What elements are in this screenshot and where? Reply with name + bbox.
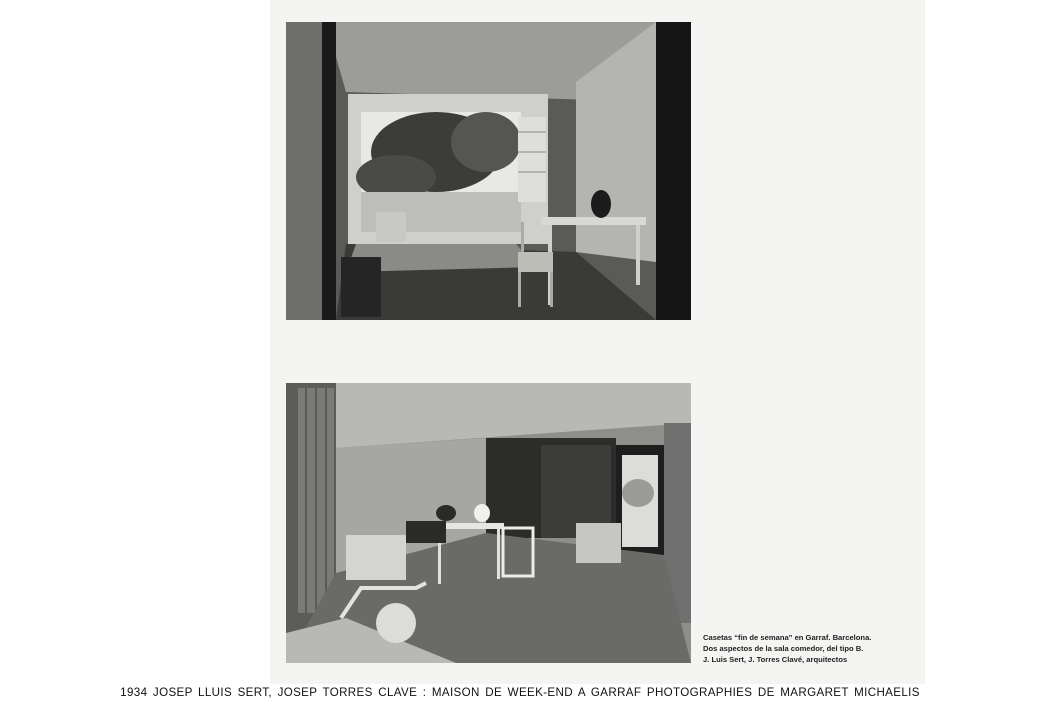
caption-line-2: Dos aspectos de la sala comedor, del tipo B. (703, 644, 864, 654)
caption-line-3: J. Luis Sert, J. Torres Clavé, arquitectos (703, 655, 848, 665)
caption-line-1: Casetas “fin de semana” en Garraf. Barcelona. (703, 633, 872, 642)
interior-photo-window-view (286, 22, 691, 320)
interior-photo-living-room (286, 383, 691, 663)
footer-credit: 1934 JOSEP LLUIS SERT, JOSEP TORRES CLAVE : MAISON DE WEEK-END A GARRAF PHOTOGRAPHIES DE MARGARET MICHAELIS (120, 686, 920, 699)
photo-caption (703, 632, 928, 666)
